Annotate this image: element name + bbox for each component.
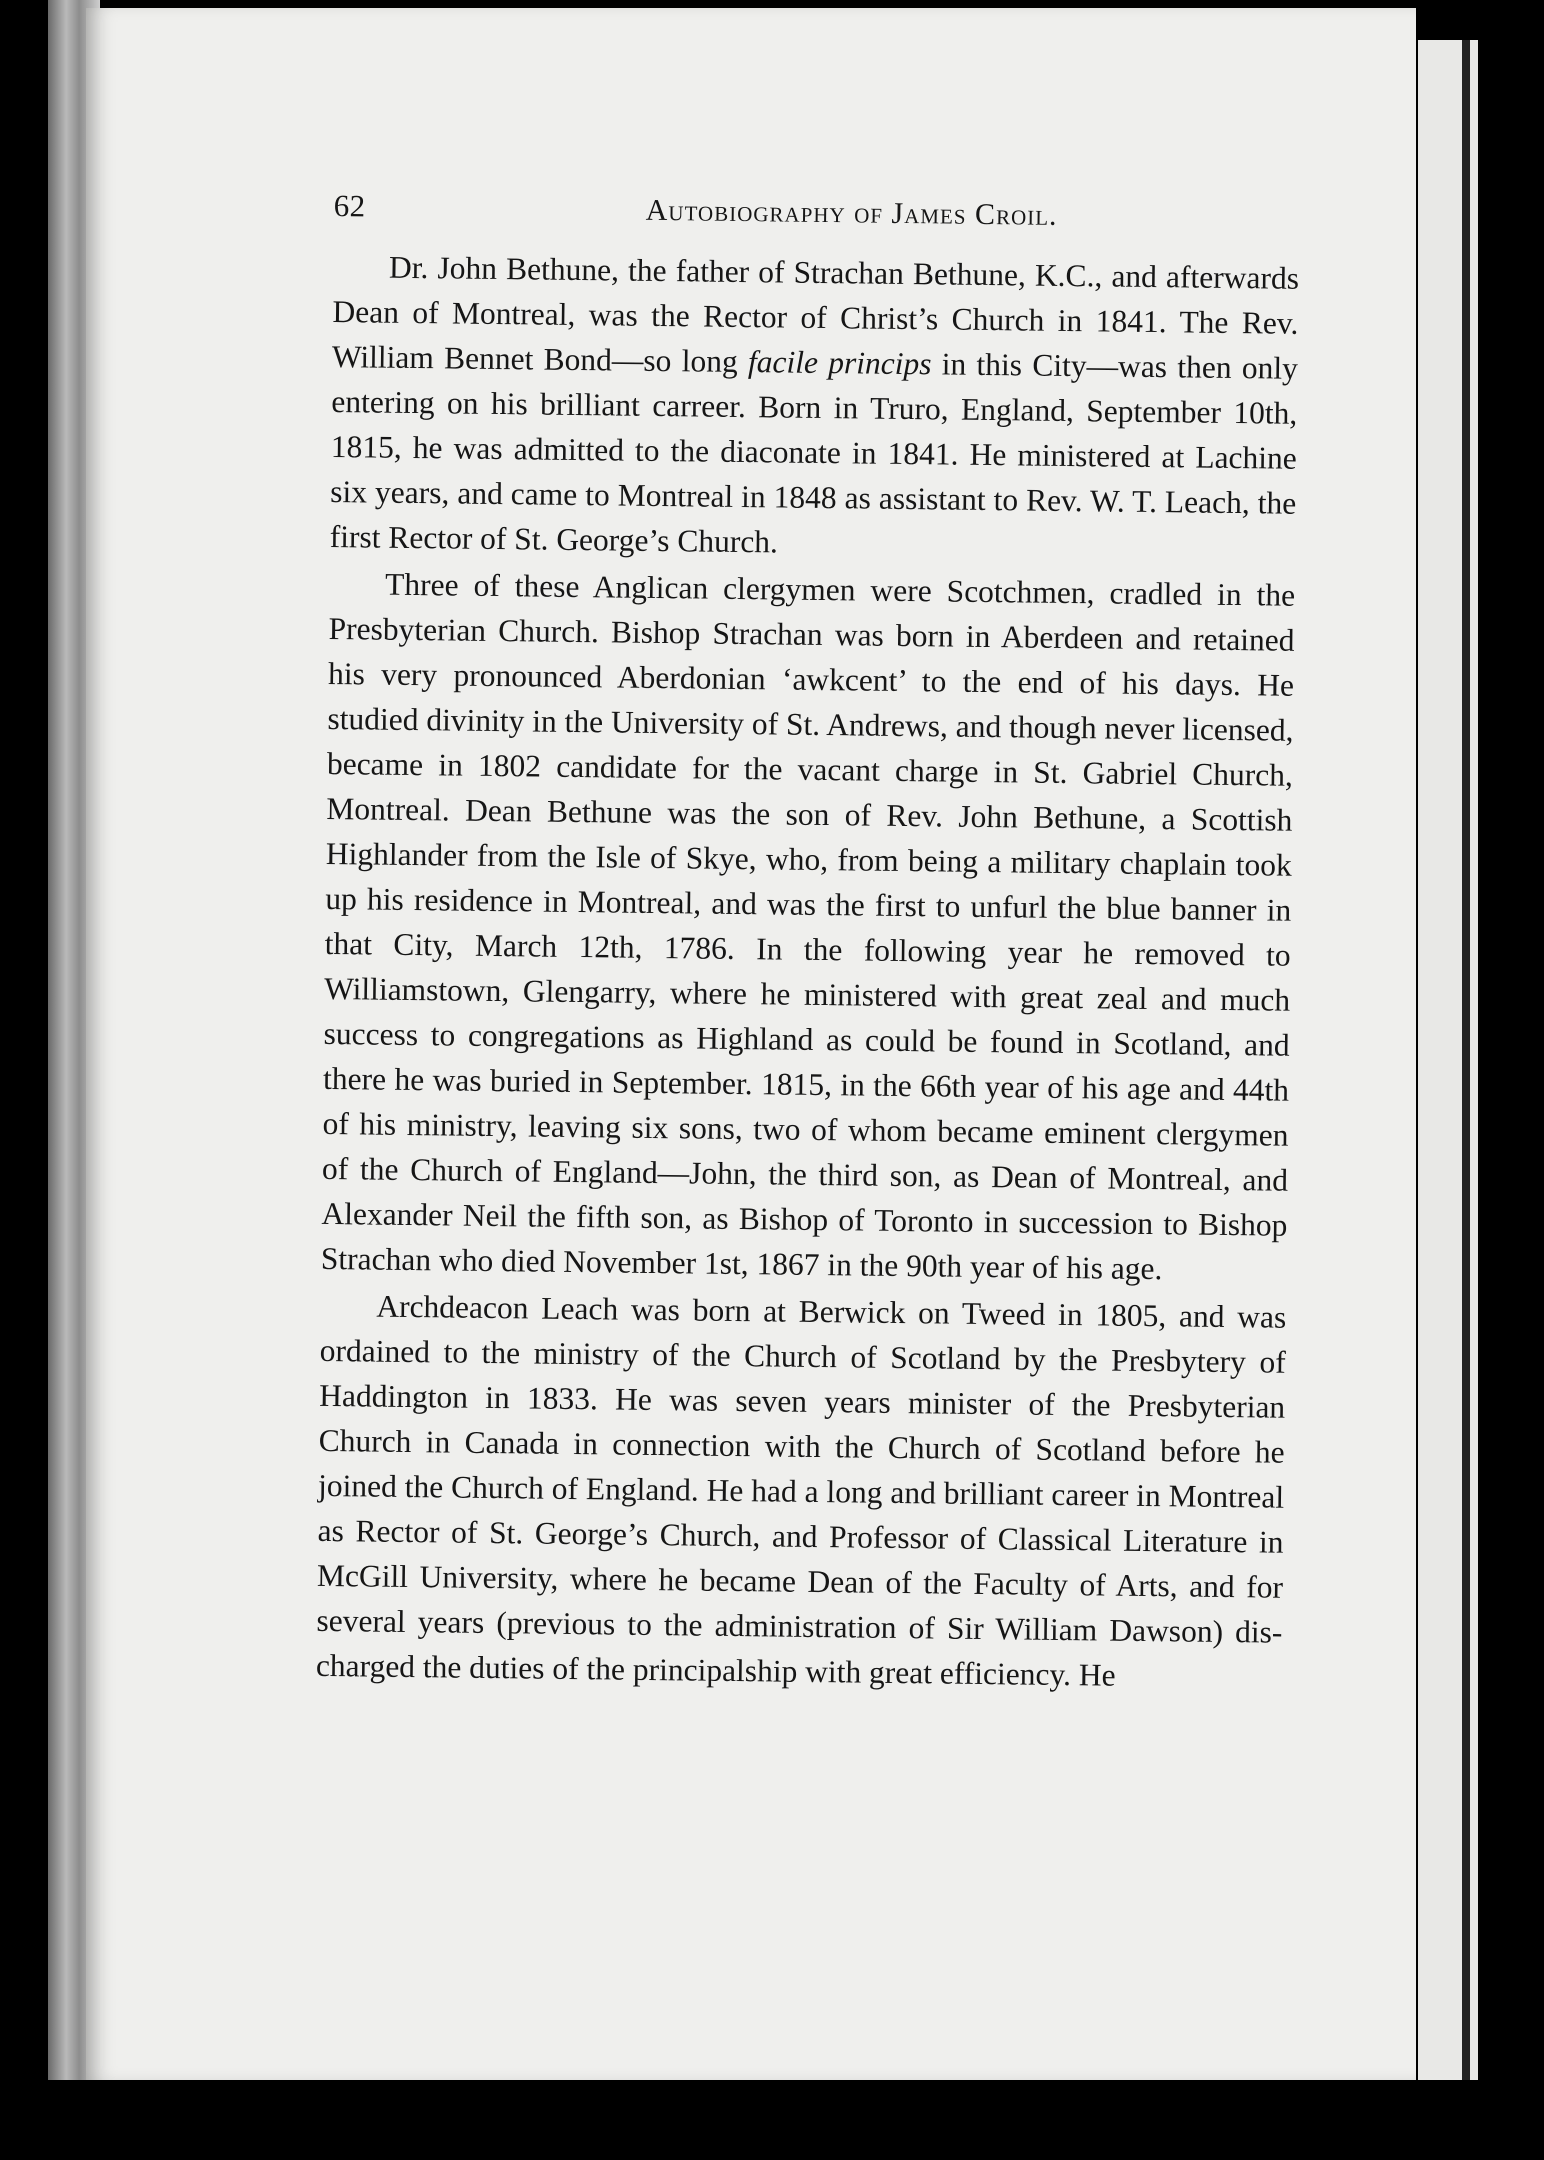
paragraph-1-text-before: Dr. John Bethune, the father of Strachan Bethune, K.C., and afterwards Dean of Montreal, was the Rector of Christ’s Church in 1841. The Rev. William Bennet Bond—so long xyxy=(331,249,1300,380)
paragraph-1 xyxy=(329,244,1299,571)
text-block xyxy=(316,188,1300,1700)
page-gutter xyxy=(1462,40,1470,2080)
running-title: Autobiography of James Croil. xyxy=(645,193,1058,232)
paragraph-1-text-after: in this City—was then only entering on his brilliant carreer. Born in Truro, England, September 10th, 1815, he was admitted to the diaconate in 1841. He ministered at Lachine six years, and came to Montreal in 1848 as assistant to Rev. W. T. Leach, the first Rector of St. George’s Church. xyxy=(329,346,1299,560)
paragraph-1-italic-phrase: facile princips xyxy=(747,344,932,382)
page-number: 62 xyxy=(333,188,366,224)
paragraph-3: Archdeacon Leach was born at Berwick on Tweed in 1805, and was ordained to the ministry of the Church of Scotland by the Presbytery of Haddington in 1833. He was seven years minister of the Presbyterian Church in Canada in connection with the Church of Scotland before he joined the Church of England. He had a long and brilliant career in Montreal as Rector of St. George’s Church, and Professor of Classical Literature in McGill University, where he became Dean of the Faculty of Arts, and for several years (previous to the administration of Sir William Dawson) discharged the duties of the principalship with great efficiency. He xyxy=(315,1288,1287,1693)
paragraph-2: Three of these Anglican clergymen were Scotchmen, cradled in the Presbyterian Church. Bishop Strachan was born in Aberdeen and retained his very pronounced Aberdonian ‘awkcent’ to the end of his days. He studied divinity in the University of St. Andrews, and though never licensed, became in 1802 candidate for the vacant charge in St. Gabriel Church, Montreal. Dean Bethune was the son of Rev. John Bethune, a Scottish Highlander from the Isle of Skye, who, from being a military chaplain took up his residence in Montreal, and was the first to unfurl the blue banner in that City, March 12th, 1786. In the following year he removed to Williamstown, Glengarry, where he ministered with great zeal and much success to congregations as Highland as could be found in Scotland, and there he was buried in September. 1815, in the 66th year of his age and 44th of his ministry, leaving six sons, two of whom became eminent clergymen of the Church of England—John, the third son, as Dean of Montreal, and Alexander Neil the fifth son, as Bishop of Toronto in succession to Bishop Strachan who died November 1st, 1867 in the 90th year of his age. xyxy=(320,566,1296,1287)
